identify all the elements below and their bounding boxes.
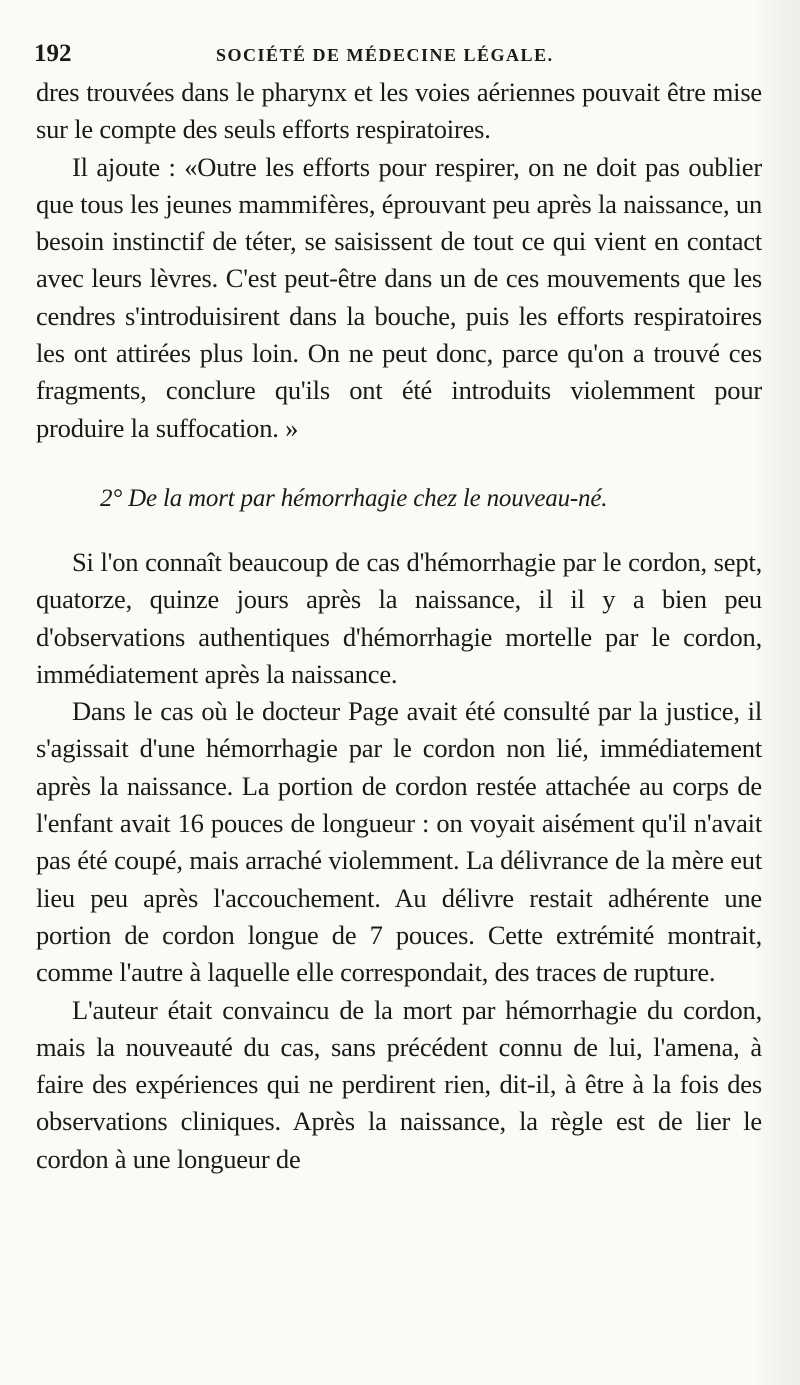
- paragraph: L'auteur était convaincu de la mort par hémorrhagie du cordon, mais la nouveauté du cas, sans précédent connu de lui, l'amena, à faire des expériences qui ne perdirent rien, dit-il, à être à la fois des observations cliniques. Après la naissance, la règle est de lier le cordon à une longueur de: [36, 994, 762, 1174]
- body-text: [36, 74, 762, 1178]
- section-heading: 2° De la mort par hémorrhagie chez le nouveau-né.: [100, 484, 608, 512]
- page-number: 192: [34, 40, 72, 67]
- running-title: SOCIÉTÉ DE MÉDECINE LÉGALE.: [216, 45, 554, 65]
- paragraph: Si l'on connaît beaucoup de cas d'hémorrhagie par le cordon, sept, quatorze, quinze jours après la naissance, il il y a bien peu d'observations authentiques d'hémorrhagie mortelle par le cordon, immédiatement après la naissance.: [36, 546, 762, 689]
- paragraph-continued: dres trouvées dans le pharynx et les voies aériennes pouvait être mise sur le compte des seuls efforts respiratoires.: [36, 77, 762, 145]
- paragraph: Dans le cas où le docteur Page avait été consulté par la justice, il s'agissait d'une hémorrhagie par le cordon non lié, immédiatement après la naissance. La portion de cordon restée attachée au corps de l'enfant avait 16 pouces de longueur : on voyait aisément qu'il n'avait pas été coupé, mais arraché violemment. La délivrance de la mère eut lieu peu après l'accouchement. Au délivre restait adhérente une portion de cordon longue de 7 pouces. Cette extrémité montrait, comme l'autre à laquelle elle correspondait, des traces de rupture.: [36, 696, 762, 988]
- paragraph-quote: Il ajoute : «Outre les efforts pour respirer, on ne doit pas oublier que tous les jeunes mammifères, éprouvant peu après la naissance, un besoin instinctif de téter, se saisissent de tout ce qui vient en contact avec leurs lèvres. C'est peut-être dans un de ces mouvements que les cendres s'introduisirent dans la bouche, puis les efforts respiratoires les ont attirées plus loin. On ne peut donc, parce qu'on a trouvé ces fragments, conclure qu'ils ont été introduits violemment pour produire la suffocation. »: [36, 151, 762, 443]
- running-head: [34, 40, 762, 74]
